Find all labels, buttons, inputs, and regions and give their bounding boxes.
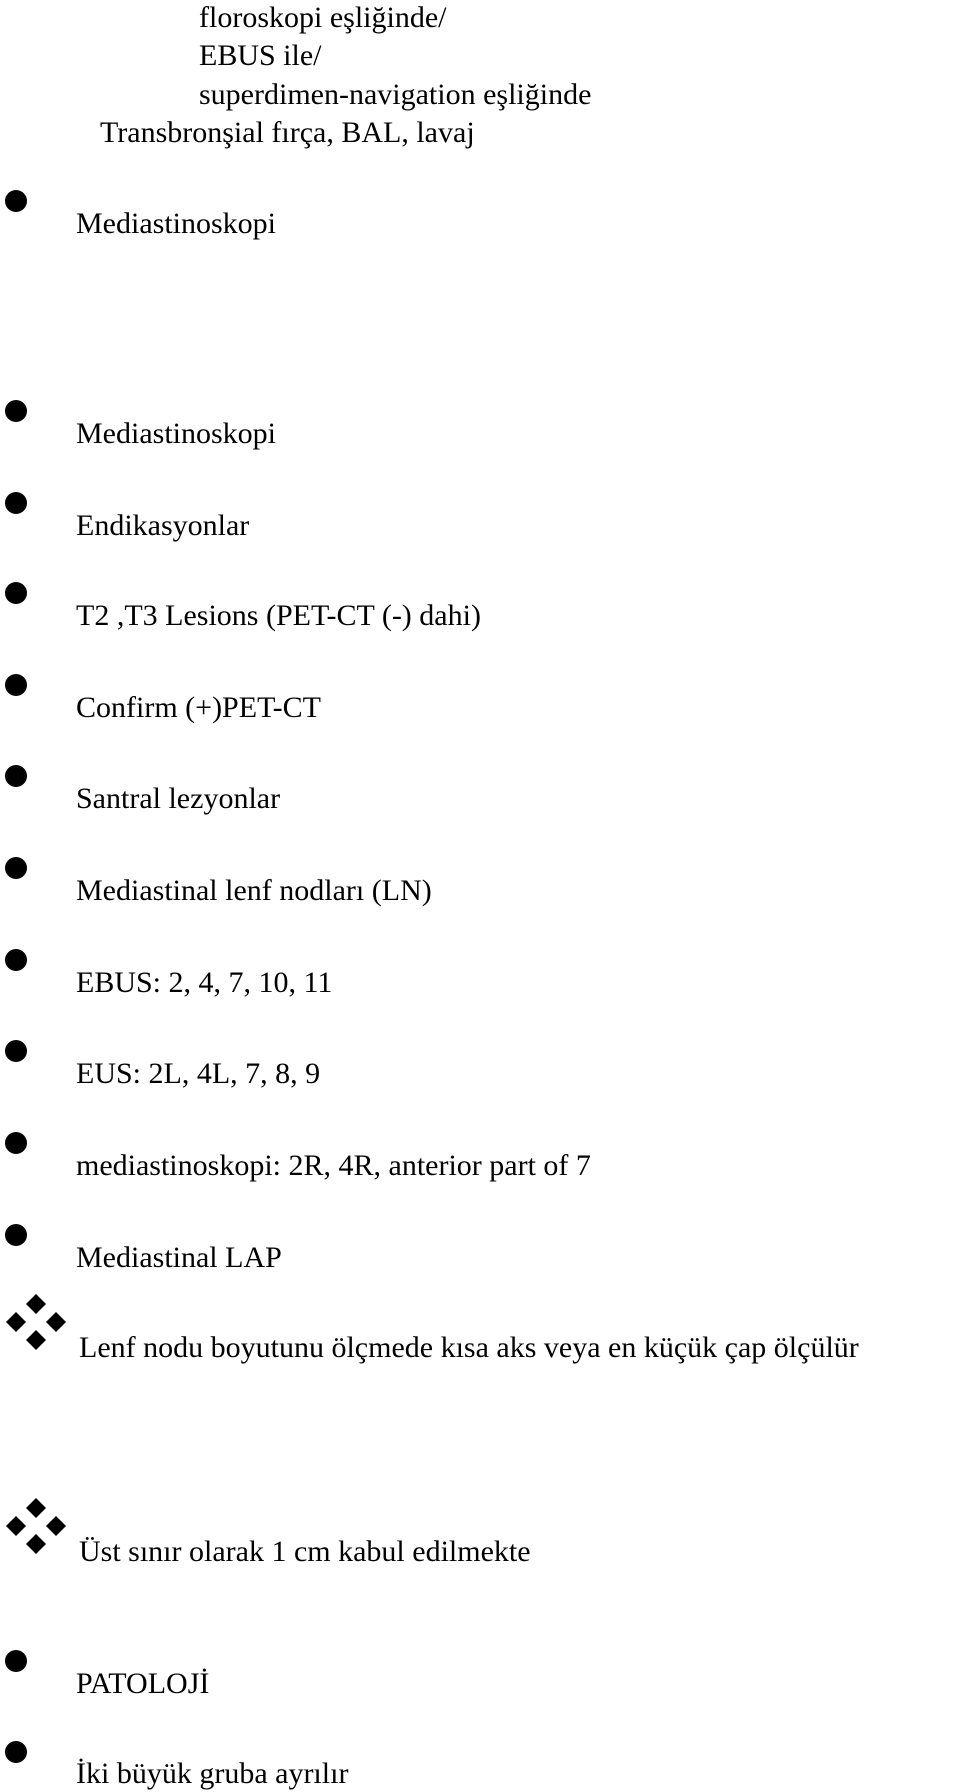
- text-line-transbronsial: Transbronşial fırça, BAL, lavaj: [100, 116, 475, 149]
- bullet-icon: [5, 582, 27, 604]
- bullet-icon: [5, 190, 27, 212]
- bullet-item-mediastinoskopi-1: Mediastinoskopi: [76, 207, 276, 240]
- bullet-item-endikasyonlar: Endikasyonlar: [76, 509, 250, 542]
- bullet-icon: [5, 949, 27, 971]
- bullet-item-mediastinal-lap: Mediastinal LAP: [76, 1241, 282, 1274]
- bullet-item-iki-buyuk-grup: İki büyük gruba ayrılır: [76, 1757, 349, 1790]
- diamond-bullet-icon: [4, 1496, 68, 1556]
- bullet-item-mediastinoskopi-stations: mediastinoskopi: 2R, 4R, anterior part of 7: [76, 1149, 591, 1182]
- bullet-item-t2-t3: T2 ,T3 Lesions (PET-CT (-) dahi): [76, 599, 481, 632]
- diamond-item-ust-sinir: Üst sınır olarak 1 cm kabul edilmekte: [79, 1535, 531, 1568]
- bullet-icon: [5, 674, 27, 696]
- bullet-item-eus: EUS: 2L, 4L, 7, 8, 9: [76, 1057, 321, 1090]
- bullet-icon: [5, 765, 27, 787]
- bullet-icon: [5, 1132, 27, 1154]
- bullet-icon: [5, 1224, 27, 1246]
- diamond-bullet-icon: [4, 1292, 68, 1352]
- text-line-ebus: EBUS ile/: [199, 39, 322, 72]
- bullet-item-ebus: EBUS: 2, 4, 7, 10, 11: [76, 966, 333, 999]
- bullet-icon: [5, 1741, 27, 1763]
- bullet-item-patoloji: PATOLOJİ: [76, 1667, 210, 1700]
- diamond-item-lenf-nodu: Lenf nodu boyutunu ölçmede kısa aks veya en küçük çap ölçülür: [79, 1331, 859, 1364]
- bullet-item-confirm-pet-ct: Confirm (+)PET-CT: [76, 691, 321, 724]
- bullet-icon: [5, 492, 27, 514]
- bullet-icon: [5, 857, 27, 879]
- bullet-item-mediastinoskopi-2: Mediastinoskopi: [76, 417, 276, 450]
- bullet-icon: [5, 1040, 27, 1062]
- bullet-item-santral-lezyonlar: Santral lezyonlar: [76, 782, 281, 815]
- text-line-superdimen: superdimen-navigation eşliğinde: [199, 78, 592, 111]
- bullet-icon: [5, 400, 27, 422]
- bullet-icon: [5, 1650, 27, 1672]
- text-line-floroskopi: floroskopi eşliğinde/: [199, 1, 447, 34]
- bullet-item-mediastinal-lenf: Mediastinal lenf nodları (LN): [76, 874, 432, 907]
